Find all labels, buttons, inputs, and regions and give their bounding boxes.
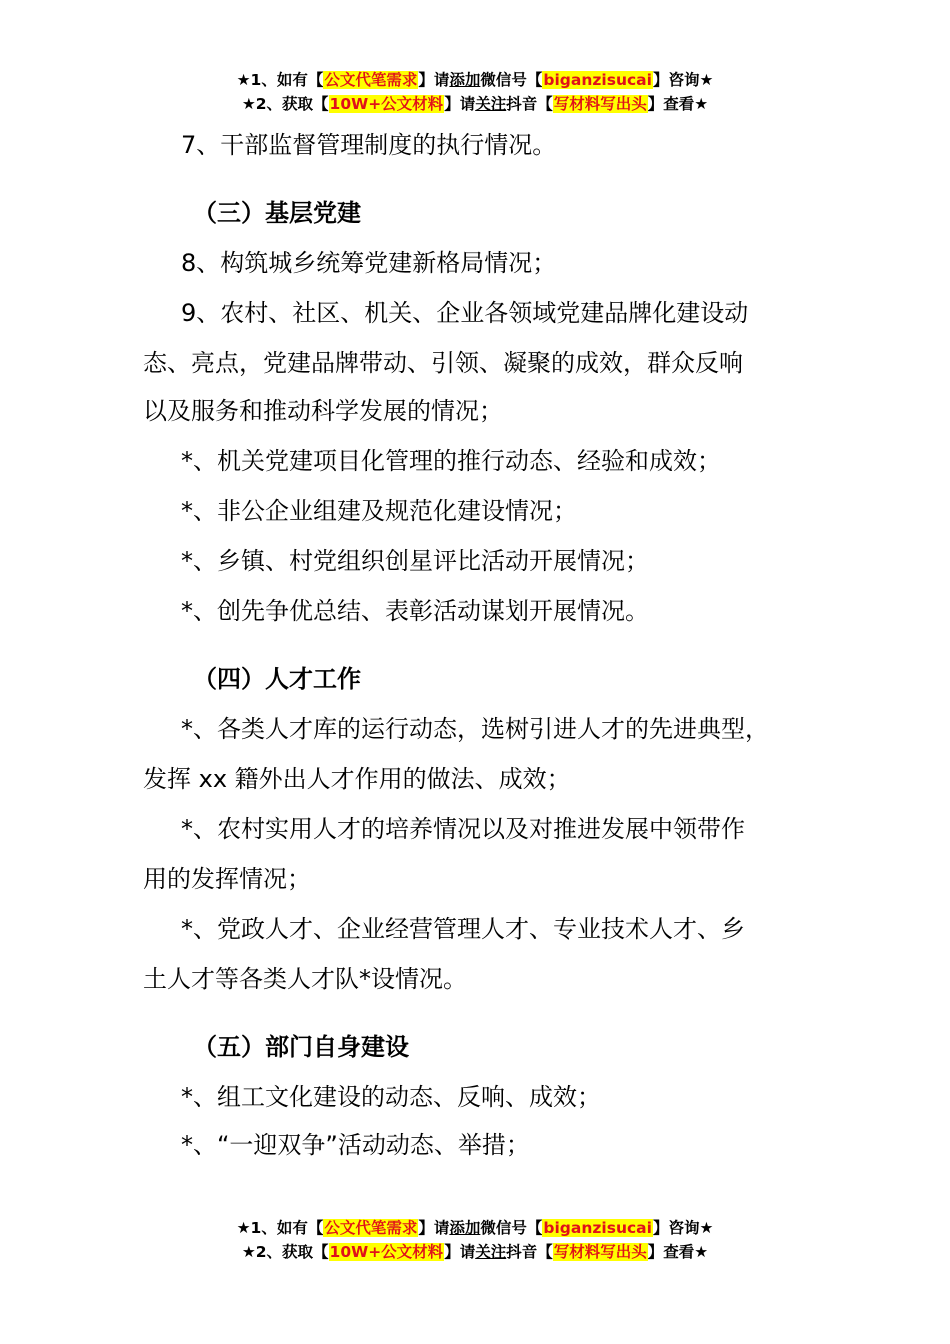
highlight-douyin: 写材料写出头 <box>553 95 647 113</box>
highlight-wechat-id: biganzisucai <box>543 71 652 89</box>
paragraph-9-line-3: 以及服务和推动科学发展的情况； <box>143 397 503 425</box>
highlight-wechat-id: biganzisucai <box>543 1219 652 1237</box>
list-item: *、非公企业组建及规范化建设情况； <box>181 497 577 525</box>
highlight-materials: 10W+公文材料 <box>329 1243 444 1261</box>
section-heading-3: （三）基层党建 <box>193 199 361 227</box>
list-item: *、组工文化建设的动态、反响、成效； <box>181 1083 601 1111</box>
highlight-service: 公文代笔需求 <box>324 1219 418 1237</box>
list-item-continuation: 土人才等各类人才队*设情况。 <box>143 965 467 993</box>
list-item-continuation: 用的发挥情况； <box>143 865 311 893</box>
paragraph-7: 7、干部监督管理制度的执行情况。 <box>181 131 557 159</box>
highlight-douyin: 写材料写出头 <box>553 1243 647 1261</box>
highlight-materials: 10W+公文材料 <box>329 95 444 113</box>
list-item: *、“一迎双争”活动动态、举措； <box>181 1131 530 1159</box>
paragraph-8: 8、构筑城乡统筹党建新格局情况； <box>181 249 557 277</box>
banner-line-1: ★1、如有【公文代笔需求】请添加微信号【biganzisucai】咨询★ <box>236 71 714 89</box>
section-heading-5: （五）部门自身建设 <box>193 1033 409 1061</box>
footer-banner <box>0 1216 950 1264</box>
header-banner <box>0 68 950 116</box>
paragraph-9-line-1: 9、农村、社区、机关、企业各领域党建品牌化建设动 <box>181 299 749 327</box>
banner-line-2: ★2、获取【10W+公文材料】请关注抖音【写材料写出头】查看★ <box>241 95 709 113</box>
list-item-continuation: 发挥 xx 籍外出人才作用的做法、成效； <box>143 765 571 793</box>
list-item: *、党政人才、企业经营管理人才、专业技术人才、乡 <box>181 915 745 943</box>
list-item: *、机关党建项目化管理的推行动态、经验和成效； <box>181 447 721 475</box>
section-heading-4: （四）人才工作 <box>193 665 361 693</box>
list-item: *、农村实用人才的培养情况以及对推进发展中领带作 <box>181 815 745 843</box>
list-item: *、创先争优总结、表彰活动谋划开展情况。 <box>181 597 649 625</box>
paragraph-9-line-2: 态、亮点，党建品牌带动、引领、凝聚的成效，群众反响 <box>143 349 743 377</box>
banner-line-1: ★1、如有【公文代笔需求】请添加微信号【biganzisucai】咨询★ <box>236 1219 714 1237</box>
list-item: *、各类人才库的运行动态，选树引进人才的先进典型， <box>181 715 769 743</box>
list-item: *、乡镇、村党组织创星评比活动开展情况； <box>181 547 649 575</box>
highlight-service: 公文代笔需求 <box>324 71 418 89</box>
banner-line-2: ★2、获取【10W+公文材料】请关注抖音【写材料写出头】查看★ <box>241 1243 709 1261</box>
